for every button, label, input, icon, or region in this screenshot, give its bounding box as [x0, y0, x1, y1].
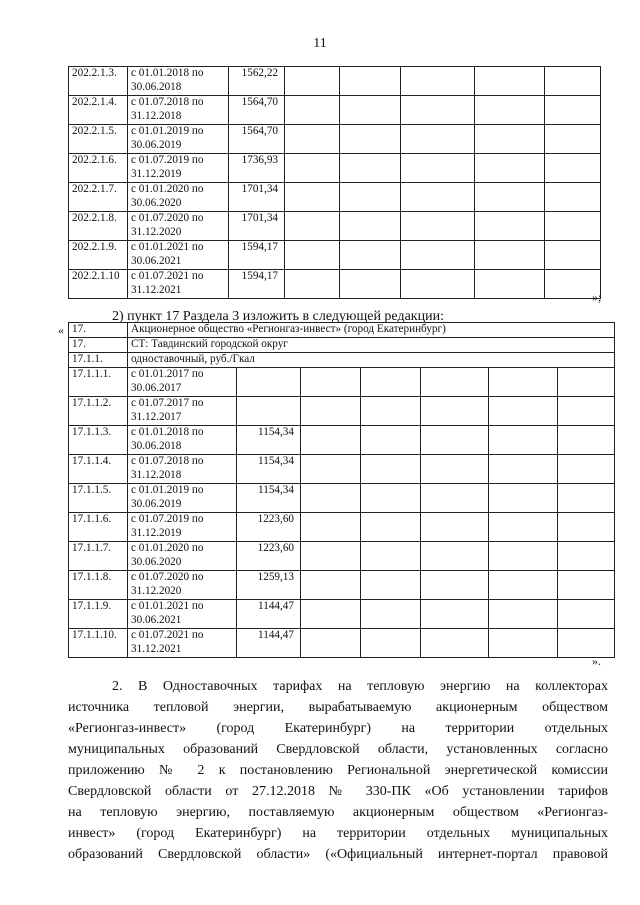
empty-cell — [361, 455, 421, 484]
empty-cell — [340, 241, 401, 270]
empty-cell — [475, 212, 545, 241]
empty-cell — [301, 571, 361, 600]
paragraph-line: «Регионгаз-инвест» (город Екатеринбург) на территории отдельных — [68, 721, 608, 736]
table-row — [69, 397, 615, 426]
period-end: 30.06.2018 — [131, 439, 182, 452]
empty-cell — [421, 513, 489, 542]
paragraph-line: 2. В Одноставочных тарифах на тепловую энергию на коллекторах — [112, 679, 608, 694]
row-value: 1223,60 — [237, 513, 301, 542]
tariff-table-17-body — [69, 323, 615, 658]
empty-cell — [475, 241, 545, 270]
row-code: 17.1.1.8. — [69, 571, 128, 600]
row-code: 202.2.1.8. — [69, 212, 128, 241]
empty-cell — [401, 270, 475, 299]
table-header-row — [69, 323, 615, 338]
paragraph-line: источника тепловой энергии, вырабатываемую акционерным обществом — [68, 700, 608, 715]
period-start: с 01.07.2018 по — [131, 96, 204, 108]
empty-cell — [558, 368, 615, 397]
empty-cell — [340, 154, 401, 183]
row-value: 1223,60 — [237, 542, 301, 571]
row-period — [128, 542, 237, 571]
row-period — [128, 241, 229, 270]
empty-cell — [489, 513, 558, 542]
paragraph-line: приложению № 2 к постановлению Региональной энергетической комиссии — [68, 763, 608, 778]
empty-cell — [361, 426, 421, 455]
empty-cell — [301, 542, 361, 571]
row-period — [128, 484, 237, 513]
empty-cell — [401, 212, 475, 241]
empty-cell — [301, 397, 361, 426]
empty-cell — [489, 426, 558, 455]
period-start: с 01.01.2021 по — [131, 600, 204, 612]
table-row — [69, 455, 615, 484]
empty-cell — [285, 241, 340, 270]
empty-cell — [361, 542, 421, 571]
period-end: 30.06.2017 — [131, 381, 182, 394]
empty-cell — [489, 455, 558, 484]
period-end: 31.12.2018 — [131, 109, 182, 122]
row-code: 202.2.1.3. — [69, 67, 128, 96]
period-end: 30.06.2019 — [131, 138, 182, 151]
empty-cell — [361, 397, 421, 426]
empty-cell — [545, 154, 601, 183]
empty-cell — [340, 212, 401, 241]
row-code: 17.1.1.4. — [69, 455, 128, 484]
empty-cell — [421, 397, 489, 426]
empty-cell — [301, 629, 361, 658]
tariff-table-202-body — [69, 67, 601, 299]
empty-cell — [475, 270, 545, 299]
empty-cell — [361, 571, 421, 600]
period-end: 31.12.2019 — [131, 167, 182, 180]
empty-cell — [475, 125, 545, 154]
empty-cell — [545, 212, 601, 241]
period-start: с 01.07.2020 по — [131, 212, 204, 224]
period-start: с 01.01.2018 по — [131, 67, 204, 79]
table-row — [69, 270, 601, 299]
empty-cell — [421, 629, 489, 658]
row-code: 202.2.1.7. — [69, 183, 128, 212]
empty-cell — [340, 270, 401, 299]
row-period — [128, 629, 237, 658]
empty-cell — [421, 600, 489, 629]
empty-cell — [401, 154, 475, 183]
row-period — [128, 368, 237, 397]
period-start: с 01.01.2019 по — [131, 484, 204, 496]
period-end: 30.06.2020 — [131, 196, 182, 209]
period-end: 31.12.2020 — [131, 584, 182, 597]
row-value: 1564,70 — [229, 96, 285, 125]
header-text: одноставочный, руб./Гкал — [128, 353, 615, 368]
empty-cell — [421, 542, 489, 571]
empty-cell — [545, 67, 601, 96]
table-row — [69, 67, 601, 96]
empty-cell — [361, 629, 421, 658]
empty-cell — [285, 183, 340, 212]
empty-cell — [489, 484, 558, 513]
period-end: 31.12.2021 — [131, 642, 182, 655]
row-code: 17.1.1.6. — [69, 513, 128, 542]
row-period — [128, 397, 237, 426]
empty-cell — [489, 571, 558, 600]
empty-cell — [545, 96, 601, 125]
empty-cell — [361, 600, 421, 629]
row-code: 17.1.1.7. — [69, 542, 128, 571]
empty-cell — [475, 154, 545, 183]
row-code: 202.2.1.6. — [69, 154, 128, 183]
row-value: 1564,70 — [229, 125, 285, 154]
empty-cell — [285, 154, 340, 183]
table-header-row — [69, 353, 615, 368]
empty-cell — [558, 455, 615, 484]
period-start: с 01.07.2019 по — [131, 513, 204, 525]
row-code: 17.1.1.9. — [69, 600, 128, 629]
header-code: 17. — [69, 338, 128, 353]
row-code: 17.1.1.2. — [69, 397, 128, 426]
period-end: 31.12.2020 — [131, 225, 182, 238]
empty-cell — [301, 513, 361, 542]
table-row — [69, 368, 615, 397]
empty-cell — [558, 542, 615, 571]
empty-cell — [475, 183, 545, 212]
row-period — [128, 600, 237, 629]
period-end: 31.12.2017 — [131, 410, 182, 423]
row-value: 1144,47 — [237, 600, 301, 629]
page-number: 11 — [313, 36, 327, 51]
empty-cell — [558, 513, 615, 542]
period-start: с 01.07.2017 по — [131, 397, 204, 409]
row-code: 202.2.1.4. — [69, 96, 128, 125]
row-value: 1562,22 — [229, 67, 285, 96]
row-period — [128, 270, 229, 299]
empty-cell — [489, 600, 558, 629]
empty-cell — [421, 484, 489, 513]
period-end: 31.12.2019 — [131, 526, 182, 539]
period-start: с 01.07.2020 по — [131, 571, 204, 583]
paragraph-line: инвест» (город Екатеринбург) на территории отдельных муниципальных — [68, 826, 608, 841]
period-start: с 01.01.2018 по — [131, 426, 204, 438]
row-period — [128, 125, 229, 154]
table-row — [69, 183, 601, 212]
period-end: 30.06.2019 — [131, 497, 182, 510]
table-row — [69, 241, 601, 270]
opening-quote-mark: « — [58, 323, 64, 337]
period-start: с 01.01.2021 по — [131, 241, 204, 253]
row-period — [128, 67, 229, 96]
empty-cell — [285, 96, 340, 125]
row-value: 1154,34 — [237, 426, 301, 455]
period-end: 30.06.2021 — [131, 613, 182, 626]
period-end: 30.06.2021 — [131, 254, 182, 267]
period-start: с 01.01.2020 по — [131, 183, 204, 195]
empty-cell — [301, 426, 361, 455]
period-start: с 01.07.2019 по — [131, 154, 204, 166]
empty-cell — [340, 183, 401, 212]
row-code: 202.2.1.9. — [69, 241, 128, 270]
empty-cell — [361, 513, 421, 542]
empty-cell — [558, 484, 615, 513]
row-value: 1594,17 — [229, 270, 285, 299]
empty-cell — [401, 125, 475, 154]
paragraph-line: образований Свердловской области» («Официальный интернет-портал правовой — [68, 847, 608, 862]
empty-cell — [301, 455, 361, 484]
empty-cell — [401, 67, 475, 96]
row-value: 1594,17 — [229, 241, 285, 270]
empty-cell — [489, 368, 558, 397]
period-end: 31.12.2021 — [131, 283, 182, 296]
empty-cell — [401, 96, 475, 125]
row-value: 1144,47 — [237, 629, 301, 658]
row-value — [237, 397, 301, 426]
empty-cell — [489, 397, 558, 426]
row-period — [128, 154, 229, 183]
row-value — [237, 368, 301, 397]
period-start: с 01.07.2018 по — [131, 455, 204, 467]
period-start: с 01.01.2017 по — [131, 368, 204, 380]
table-row — [69, 96, 601, 125]
table-row — [69, 542, 615, 571]
period-end: 30.06.2018 — [131, 80, 182, 93]
tariff-table-17 — [68, 322, 615, 658]
row-value: 1154,34 — [237, 455, 301, 484]
table-row — [69, 212, 601, 241]
tariff-table-202 — [68, 66, 601, 299]
empty-cell — [285, 125, 340, 154]
empty-cell — [421, 455, 489, 484]
table-row — [69, 484, 615, 513]
closing-quote-mark: »; — [592, 290, 602, 304]
empty-cell — [340, 67, 401, 96]
paragraph-line: Свердловской области от 27.12.2018 № 330-ПК «Об установлении тарифов — [68, 784, 608, 799]
header-code: 17. — [69, 323, 128, 338]
empty-cell — [301, 600, 361, 629]
table-row — [69, 600, 615, 629]
empty-cell — [558, 426, 615, 455]
row-period — [128, 455, 237, 484]
row-value: 1736,93 — [229, 154, 285, 183]
row-code: 17.1.1.10. — [69, 629, 128, 658]
empty-cell — [421, 368, 489, 397]
empty-cell — [401, 183, 475, 212]
empty-cell — [301, 368, 361, 397]
table-header-row — [69, 338, 615, 353]
table-row — [69, 513, 615, 542]
row-code: 202.2.1.10 — [69, 270, 128, 299]
row-period — [128, 212, 229, 241]
table-row — [69, 571, 615, 600]
row-value: 1701,34 — [229, 183, 285, 212]
empty-cell — [475, 96, 545, 125]
empty-cell — [558, 397, 615, 426]
empty-cell — [558, 600, 615, 629]
table-row — [69, 426, 615, 455]
empty-cell — [285, 212, 340, 241]
row-code: 17.1.1.3. — [69, 426, 128, 455]
table-row — [69, 154, 601, 183]
row-period — [128, 426, 237, 455]
empty-cell — [558, 571, 615, 600]
empty-cell — [285, 67, 340, 96]
row-code: 202.2.1.5. — [69, 125, 128, 154]
period-start: с 01.01.2019 по — [131, 125, 204, 137]
row-period — [128, 571, 237, 600]
empty-cell — [558, 629, 615, 658]
row-value: 1701,34 — [229, 212, 285, 241]
paragraph-line: на тепловую энергию, поставляемую акционерным обществом «Регионгаз- — [68, 805, 608, 820]
period-start: с 01.07.2021 по — [131, 629, 204, 641]
closing-quote-mark-2: ». — [592, 654, 601, 668]
table-row — [69, 125, 601, 154]
table-row — [69, 629, 615, 658]
empty-cell — [489, 542, 558, 571]
empty-cell — [475, 67, 545, 96]
row-period — [128, 96, 229, 125]
period-start: с 01.01.2020 по — [131, 542, 204, 554]
row-period — [128, 513, 237, 542]
period-end: 31.12.2018 — [131, 468, 182, 481]
empty-cell — [489, 629, 558, 658]
header-code: 17.1.1. — [69, 353, 128, 368]
header-text: СТ: Тавдинский городской округ — [128, 338, 615, 353]
header-text: Акционерное общество «Регионгаз-инвест» (город Екатеринбург) — [128, 323, 615, 338]
empty-cell — [545, 125, 601, 154]
period-end: 30.06.2020 — [131, 555, 182, 568]
empty-cell — [301, 484, 361, 513]
period-start: с 01.07.2021 по — [131, 270, 204, 282]
row-period — [128, 183, 229, 212]
empty-cell — [421, 571, 489, 600]
paragraph-line: муниципальных образований Свердловской области, установленных согласно — [68, 742, 608, 757]
empty-cell — [545, 241, 601, 270]
empty-cell — [340, 125, 401, 154]
empty-cell — [361, 484, 421, 513]
amendment-intro-line: 2) пункт 17 Раздела 3 изложить в следующей редакции: — [112, 309, 444, 324]
row-value: 1154,34 — [237, 484, 301, 513]
row-value: 1259,13 — [237, 571, 301, 600]
empty-cell — [285, 270, 340, 299]
empty-cell — [421, 426, 489, 455]
empty-cell — [545, 183, 601, 212]
empty-cell — [361, 368, 421, 397]
empty-cell — [340, 96, 401, 125]
row-code: 17.1.1.1. — [69, 368, 128, 397]
row-code: 17.1.1.5. — [69, 484, 128, 513]
empty-cell — [401, 241, 475, 270]
